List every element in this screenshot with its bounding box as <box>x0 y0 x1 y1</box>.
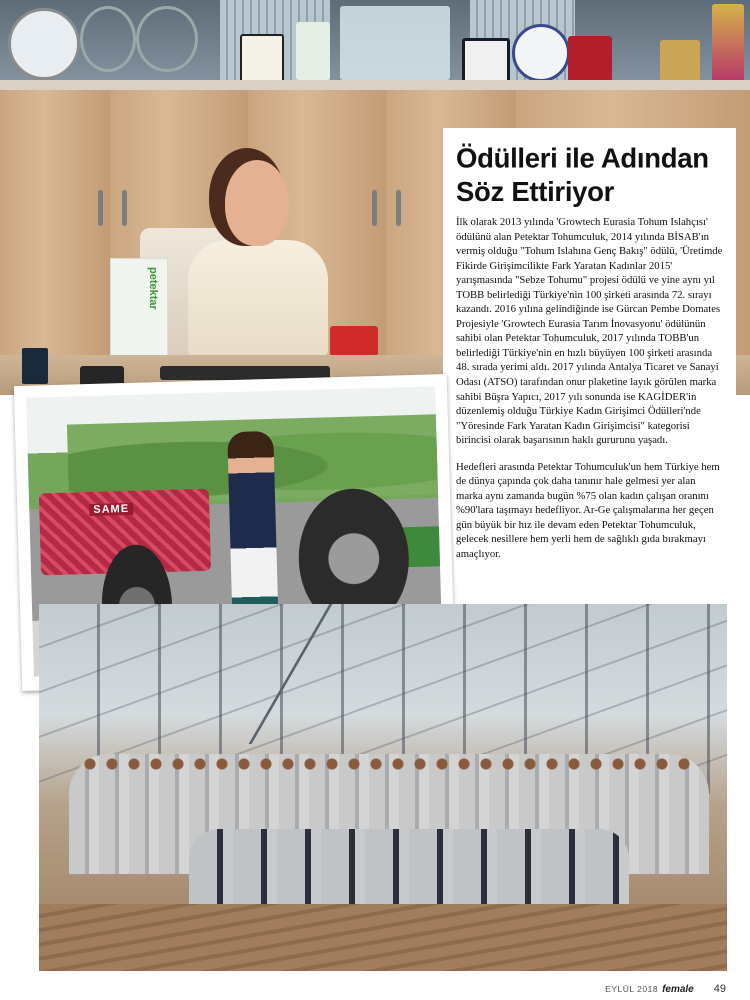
award-plaque <box>568 36 612 82</box>
award-trophy <box>296 22 330 80</box>
magazine-name: female <box>662 984 694 995</box>
woman-on-tractor <box>227 431 278 620</box>
award-plate <box>136 6 198 72</box>
article-paragraph-2: Hedefleri arasında Petektar Tohumculuk'un hem Türkiye hem de dünya çapında çok daha tanınır hale gelmesi yer alan marka aynı zamanda bugün %75 olan kadın çalışan oranını %90'lara taşımayı hedefliyor. Ar-Ge çalışmalarına her geçen gün büyük bir hız ile devam eden Petektar Tohumculuk, gelecek nesillere hem yerli hem de sağlıklı gıda bırakmayı amaçlıyor. <box>456 460 720 561</box>
article-title <box>456 141 724 208</box>
award-cup <box>712 4 744 86</box>
greenhouse-team-photo <box>39 604 727 971</box>
businesswoman <box>188 240 328 358</box>
award-certificate <box>462 38 510 86</box>
cabinet-handle <box>372 190 377 226</box>
award-plate <box>8 8 80 80</box>
page-number: 49 <box>713 983 726 995</box>
cabinet-door <box>0 90 112 390</box>
banner-logo-text: petektar <box>147 267 159 310</box>
award-glass <box>340 6 450 80</box>
page-footer <box>605 983 726 997</box>
award-certificate <box>240 34 284 84</box>
cabinet-handle <box>396 190 401 226</box>
article-card <box>443 128 736 590</box>
issue-date: EYLÜL 2018 <box>605 984 659 994</box>
greenhouse-soil <box>39 904 727 971</box>
award-plate <box>80 6 136 72</box>
article-paragraph-1: İlk olarak 2013 yılında 'Growtech Eurasia Tohum Islahçısı' ödülünü alan Petektar Tohumculuk, 2014 yılında BİSAB'ın vermiş olduğu "Tohum Islahına Genç Bakış" ödülü, 'Üretimde Fikirde Girişimcilikte Fark Yaratan Kadınlar 2015' yarışmasında "Sebze Tohumu" projesi ödülü ve yine aynı yıl TOBB belirlediği Türkiye'nin 100 şirketi arasında 72. sırayı kazandı. 2016 yılına gelindiğinde ise Gürcan Pembe Domates Projesiyle 'Growtech Eurasia Tarım İnovasyonu' ödülünün sahibi olan Petektar Tohumculuk, 2017 yılında TOBB'un belirlediği Türkiye'nin en hızlı büyüyen 100 şirketi arasında 48. sırada yerimi aldı. 2017 yılında Antalya Ticaret ve Sanayi Odası (ATSO) tarafından onur plaketine layık görülen marka sahibi Büşra Yapıcı, 2017 yılı sonunda ise KAGİDER'in düzenlemiş olduğu Türkiye Kadın Girişimci Ödülleri'nde "Yöresinde Fark Yaratan Kadın Girişimcisi" kategorisi birincisi olarak başarısının haklı gururunu yaşadı. <box>456 216 723 447</box>
title-line-2: Söz Ettiriyor <box>456 175 615 208</box>
tractor-brand-label: SAME <box>89 503 133 516</box>
award-plaque <box>660 40 700 84</box>
shelf <box>0 80 750 90</box>
turkish-flag <box>330 326 378 356</box>
award-plate <box>512 24 570 82</box>
businesswoman-head <box>225 160 289 246</box>
greenhouse-arch <box>249 604 727 744</box>
team-heads <box>79 749 699 779</box>
team-front-row <box>189 829 629 909</box>
desk-banner <box>110 258 168 356</box>
pen-cup <box>22 348 48 384</box>
title-line-1: Ödülleri ile Adından <box>456 142 709 174</box>
cabinet-handle <box>122 190 127 226</box>
cabinet-handle <box>98 190 103 226</box>
